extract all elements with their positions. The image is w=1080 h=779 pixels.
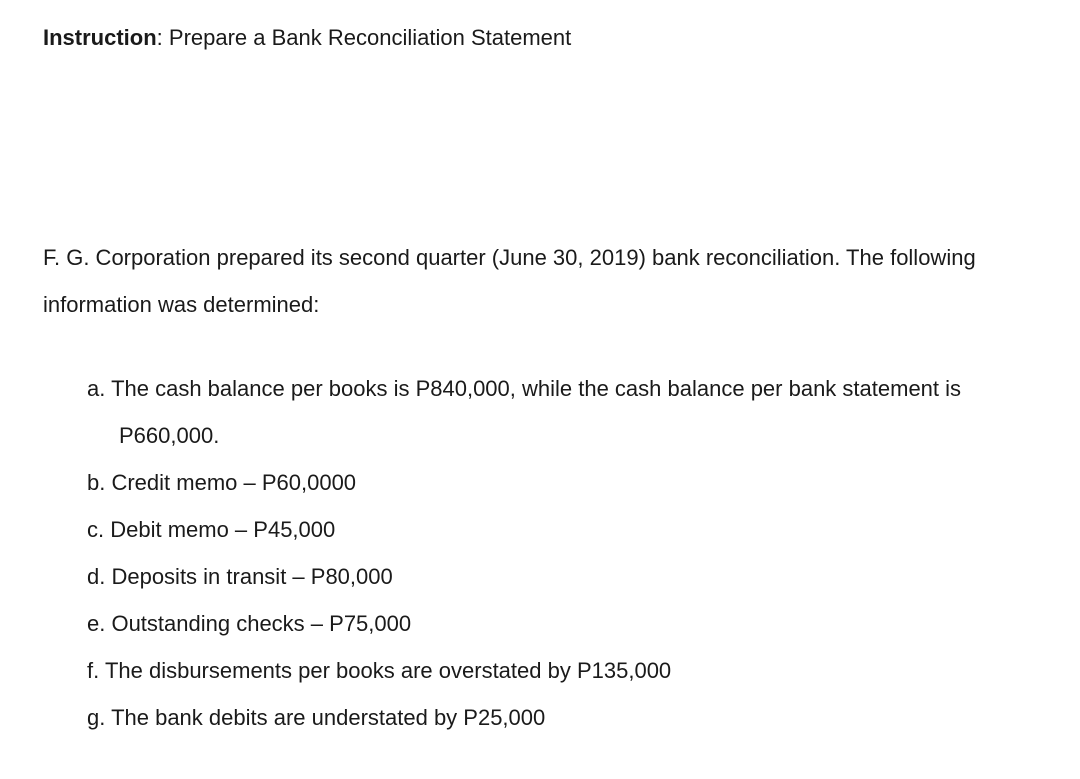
intro-paragraph: F. G. Corporation prepared its second quarter (June 30, 2019) bank reconciliation. The following information was determined: bbox=[43, 245, 976, 317]
list-item-e: e. Outstanding checks – P75,000 bbox=[87, 611, 412, 636]
instruction-heading bbox=[43, 24, 571, 52]
list-item-b: b. Credit memo – P60,0000 bbox=[87, 470, 357, 495]
instruction-text: : Prepare a Bank Reconciliation Statement bbox=[156, 25, 572, 50]
list-item-a-line2: P660,000. bbox=[119, 423, 220, 448]
list-item-c: c. Debit memo – P45,000 bbox=[87, 517, 336, 542]
information-list bbox=[87, 374, 1047, 750]
list-item-g: g. The bank debits are understated by P25,000 bbox=[87, 705, 546, 730]
list-item-a bbox=[87, 374, 1047, 451]
instruction-label: Instruction bbox=[43, 25, 157, 50]
list-item-d: d. Deposits in transit – P80,000 bbox=[87, 564, 393, 589]
list-item-a-line1: a. The cash balance per books is P840,000, while the cash balance per bank statement is bbox=[87, 376, 962, 401]
list-item-f: f. The disbursements per books are overstated by P135,000 bbox=[87, 658, 672, 683]
